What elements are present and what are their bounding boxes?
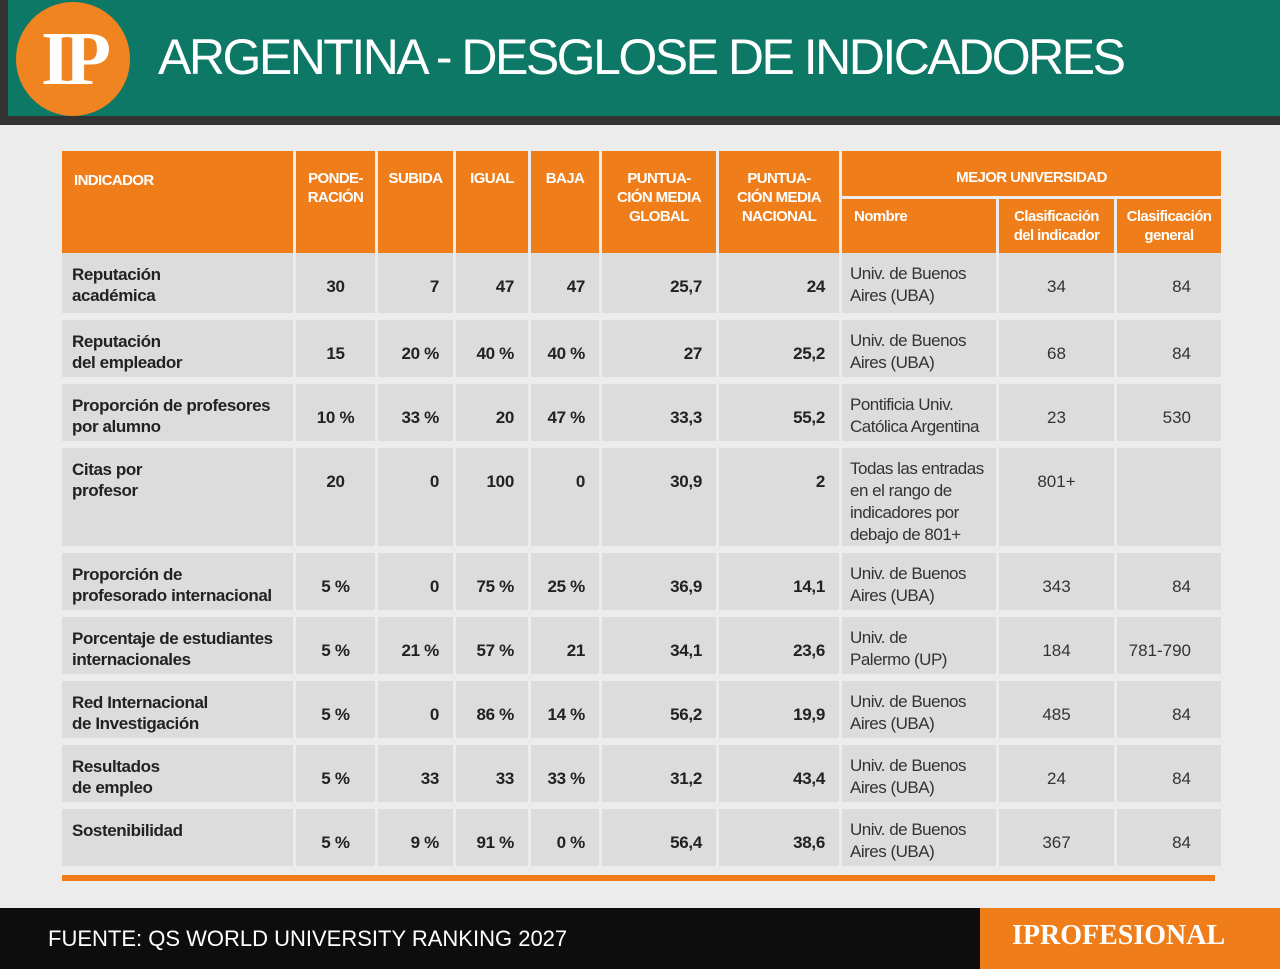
cell-igual: 100 (456, 448, 528, 553)
cell-universidad: Univ. de Buenos Aires (UBA) (842, 809, 996, 873)
cell-clasificacion-indicador: 367 (999, 809, 1114, 873)
cell-clasificacion-general: 530 (1117, 384, 1221, 448)
cell-media-nacional: 2 (719, 448, 839, 553)
cell-ponderacion: 5 % (296, 617, 375, 681)
cell-media-global: 56,2 (602, 681, 716, 745)
col-media-nacional: PUNTUA- CIÓN MEDIA NACIONAL (719, 151, 839, 253)
table-row (62, 384, 1221, 448)
table-row (62, 253, 1221, 320)
cell-clasificacion-indicador: 184 (999, 617, 1114, 681)
col-mejor-universidad: MEJOR UNIVERSIDAD (842, 151, 1221, 199)
table-row (62, 681, 1221, 745)
brand-box (980, 908, 1280, 969)
col-clasificacion-indicador: Clasificación del indicador (999, 199, 1114, 253)
cell-igual: 33 (456, 745, 528, 809)
cell-ponderacion: 20 (296, 448, 375, 553)
cell-igual: 47 (456, 253, 528, 320)
table-row (62, 809, 1221, 873)
indicators-table-wrap (62, 151, 1215, 873)
cell-media-global: 27 (602, 320, 716, 384)
row-indicador: Porcentaje de estudiantes internacionales (62, 617, 293, 681)
cell-universidad: Univ. de Palermo (UP) (842, 617, 996, 681)
cell-subida: 9 % (378, 809, 453, 873)
cell-igual: 91 % (456, 809, 528, 873)
cell-ponderacion: 5 % (296, 681, 375, 745)
col-igual: IGUAL (456, 151, 528, 253)
cell-clasificacion-indicador: 485 (999, 681, 1114, 745)
page-title: ARGENTINA - DESGLOSE DE INDICADORES (158, 29, 1124, 85)
table-row (62, 745, 1221, 809)
row-indicador: Reputación del empleador (62, 320, 293, 384)
cell-clasificacion-general: 84 (1117, 745, 1221, 809)
cell-universidad: Univ. de Buenos Aires (UBA) (842, 253, 996, 320)
cell-ponderacion: 5 % (296, 553, 375, 617)
cell-baja: 47 (531, 253, 599, 320)
cell-ponderacion: 15 (296, 320, 375, 384)
cell-media-nacional: 19,9 (719, 681, 839, 745)
cell-media-nacional: 38,6 (719, 809, 839, 873)
cell-clasificacion-general: 84 (1117, 253, 1221, 320)
cell-baja: 40 % (531, 320, 599, 384)
cell-subida: 20 % (378, 320, 453, 384)
cell-universidad: Univ. de Buenos Aires (UBA) (842, 745, 996, 809)
col-subida: SUBIDA (378, 151, 453, 253)
cell-igual: 20 (456, 384, 528, 448)
cell-ponderacion: 30 (296, 253, 375, 320)
logo: IP (16, 2, 130, 116)
cell-media-global: 31,2 (602, 745, 716, 809)
cell-baja: 0 % (531, 809, 599, 873)
table-row (62, 448, 1221, 553)
cell-media-global: 30,9 (602, 448, 716, 553)
cell-universidad: Todas las entradas en el rango de indicadores por debajo de 801+ (842, 448, 996, 553)
cell-subida: 7 (378, 253, 453, 320)
cell-subida: 0 (378, 681, 453, 745)
cell-clasificacion-general: 84 (1117, 553, 1221, 617)
table-row (62, 553, 1221, 617)
cell-media-global: 34,1 (602, 617, 716, 681)
cell-media-nacional: 25,2 (719, 320, 839, 384)
cell-media-global: 36,9 (602, 553, 716, 617)
cell-ponderacion: 5 % (296, 745, 375, 809)
row-indicador: Proporción de profesorado internacional (62, 553, 293, 617)
cell-media-nacional: 43,4 (719, 745, 839, 809)
cell-baja: 33 % (531, 745, 599, 809)
table-body (62, 253, 1221, 873)
cell-media-nacional: 14,1 (719, 553, 839, 617)
cell-subida: 0 (378, 553, 453, 617)
cell-baja: 21 (531, 617, 599, 681)
cell-baja: 0 (531, 448, 599, 553)
cell-media-nacional: 55,2 (719, 384, 839, 448)
col-indicador: INDICADOR (62, 151, 293, 253)
cell-media-global: 33,3 (602, 384, 716, 448)
cell-clasificacion-general: 781-790 (1117, 617, 1221, 681)
cell-media-global: 25,7 (602, 253, 716, 320)
cell-igual: 86 % (456, 681, 528, 745)
row-indicador: Proporción de profesores por alumno (62, 384, 293, 448)
brand-logo: IPROFESIONAL (1012, 920, 1226, 951)
footer (0, 908, 1280, 969)
row-indicador: Citas por profesor (62, 448, 293, 553)
col-baja: BAJA (531, 151, 599, 253)
row-indicador: Resultados de empleo (62, 745, 293, 809)
cell-media-nacional: 24 (719, 253, 839, 320)
cell-subida: 33 % (378, 384, 453, 448)
cell-igual: 75 % (456, 553, 528, 617)
cell-igual: 40 % (456, 320, 528, 384)
header (0, 0, 1280, 125)
row-indicador: Sostenibilidad (62, 809, 293, 873)
cell-baja: 47 % (531, 384, 599, 448)
cell-clasificacion-indicador: 343 (999, 553, 1114, 617)
cell-baja: 25 % (531, 553, 599, 617)
cell-media-nacional: 23,6 (719, 617, 839, 681)
row-indicador: Red Internacional de Investigación (62, 681, 293, 745)
cell-subida: 21 % (378, 617, 453, 681)
cell-clasificacion-general: 84 (1117, 809, 1221, 873)
cell-baja: 14 % (531, 681, 599, 745)
cell-clasificacion-indicador: 801+ (999, 448, 1114, 553)
table-row (62, 320, 1221, 384)
cell-ponderacion: 5 % (296, 809, 375, 873)
cell-universidad: Pontificia Univ. Católica Argentina (842, 384, 996, 448)
cell-clasificacion-indicador: 23 (999, 384, 1114, 448)
cell-subida: 0 (378, 448, 453, 553)
cell-clasificacion-indicador: 34 (999, 253, 1114, 320)
cell-clasificacion-general (1117, 448, 1221, 553)
cell-subida: 33 (378, 745, 453, 809)
col-nombre: Nombre (842, 199, 996, 253)
indicators-table (59, 151, 1224, 873)
table-row (62, 617, 1221, 681)
cell-ponderacion: 10 % (296, 384, 375, 448)
col-ponderacion: PONDE- RACIÓN (296, 151, 375, 253)
cell-clasificacion-indicador: 68 (999, 320, 1114, 384)
col-media-global: PUNTUA- CIÓN MEDIA GLOBAL (602, 151, 716, 253)
row-indicador: Reputación académica (62, 253, 293, 320)
cell-media-global: 56,4 (602, 809, 716, 873)
cell-universidad: Univ. de Buenos Aires (UBA) (842, 320, 996, 384)
cell-clasificacion-general: 84 (1117, 681, 1221, 745)
cell-universidad: Univ. de Buenos Aires (UBA) (842, 553, 996, 617)
cell-clasificacion-indicador: 24 (999, 745, 1114, 809)
cell-universidad: Univ. de Buenos Aires (UBA) (842, 681, 996, 745)
col-clasificacion-general: Clasificación general (1117, 199, 1221, 253)
bottom-rule (62, 875, 1215, 881)
source-text: FUENTE: QS WORLD UNIVERSITY RANKING 2027 (48, 926, 568, 951)
cell-igual: 57 % (456, 617, 528, 681)
cell-clasificacion-general: 84 (1117, 320, 1221, 384)
